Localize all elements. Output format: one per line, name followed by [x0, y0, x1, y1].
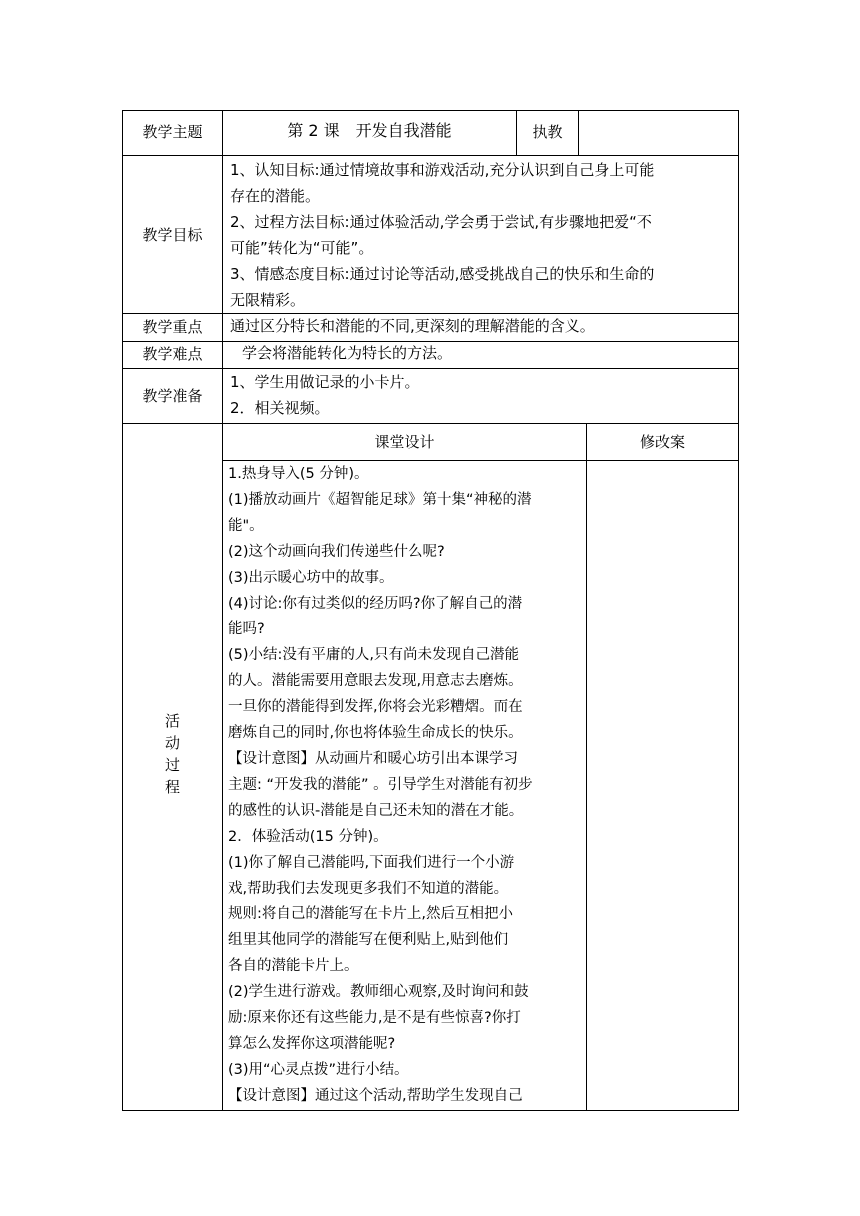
process-label-char: 过: [164, 756, 180, 774]
difficulty-text: 学会将潜能转化为特长的方法。: [242, 344, 453, 362]
objective-line: 无限精彩。: [230, 290, 306, 309]
topic-label: 教学主题: [142, 123, 203, 141]
design-line: (3)用“心灵点拨”进行小结。: [228, 1061, 409, 1078]
process-label-char: 活: [164, 712, 180, 730]
design-line: 励:原来你还有这些能力,是不是有些惊喜?你打: [228, 1010, 521, 1027]
teacher-label: 执教: [532, 123, 563, 141]
design-line: 2．体验活动(15 分钟)。: [228, 828, 388, 845]
objective-line: 存在的潜能。: [230, 186, 321, 205]
design-line: 主题: “开发我的潜能” 。引导学生对潜能有初步: [228, 776, 533, 793]
revision-column-header: 修改案: [639, 433, 685, 451]
design-line: 1.热身导入(5 分钟)。: [228, 466, 369, 482]
process-label-char: 动: [164, 734, 180, 752]
preparation-line: 1、学生用做记录的小卡片。: [230, 373, 420, 391]
design-content: [228, 462, 586, 1110]
objective-line: 1、认知目标:通过情境故事和游戏活动,充分认识到自己身上可能: [230, 161, 655, 179]
difficulty-label: 教学难点: [142, 345, 203, 363]
key-point-text: 通过区分特长和潜能的不同,更深刻的理解潜能的含义。: [230, 317, 595, 335]
design-column-header: 课堂设计: [374, 433, 435, 451]
preparation-line: 2．相关视频。: [230, 398, 330, 417]
design-line: 的人。潜能需要用意眼去发现,用意志去磨炼。: [228, 673, 523, 690]
design-line: 能"。: [228, 517, 264, 534]
design-line: (2)学生进行游戏。教师细心观察,及时询问和鼓: [228, 984, 529, 1001]
design-line: (5)小结:没有平庸的人,只有尚未发现自己潜能: [228, 647, 520, 664]
design-line: (1)播放动画片《超智能足球》第十集“神秘的潜: [228, 491, 532, 508]
design-line: 【设计意图】从动画片和暖心坊引出本课学习: [228, 750, 518, 767]
design-line: 组里其他同学的潜能写在便利贴上,贴到他们: [228, 932, 509, 949]
design-line: (4)讨论:你有过类似的经历吗?你了解自己的潜: [228, 595, 523, 612]
design-line: (2)这个动画向我们传递些什么呢?: [228, 543, 445, 560]
design-line: (3)出示暖心坊中的故事。: [228, 569, 394, 586]
process-label: [123, 710, 222, 798]
preparation-text: [230, 370, 735, 422]
objective-line: 可能”转化为“可能”。: [230, 238, 374, 257]
key-point-label: 教学重点: [142, 318, 203, 336]
design-line: 一旦你的潜能得到发挥,你将会光彩糟熠。而在: [228, 699, 523, 716]
design-line: 磨炼自己的同时,你也将体验生命成长的快乐。: [228, 725, 523, 742]
lesson-title: 第 2 课 开发自我潜能: [287, 121, 452, 140]
design-line: 的感性的认识-潜能是自己还未知的潜在才能。: [228, 802, 524, 819]
design-line: 各自的潜能卡片上。: [228, 958, 359, 975]
objectives-label: 教学目标: [142, 226, 203, 244]
design-line: 能吗?: [228, 621, 265, 638]
design-line: 规则:将自己的潜能写在卡片上,然后互相把小: [228, 906, 513, 923]
objective-line: 2、过程方法目标:通过体验活动,学会勇于尝试,有步骤地把爱“不: [230, 212, 652, 231]
design-line: 【设计意图】通过这个活动,帮助学生发现自己: [228, 1087, 523, 1104]
design-line: 算怎么发挥你这项潜能呢?: [228, 1035, 396, 1052]
objectives-text: [230, 158, 735, 313]
preparation-label: 教学准备: [142, 387, 203, 405]
process-label-char: 程: [164, 778, 180, 796]
design-line: 戏,帮助我们去发现更多我们不知道的潜能。: [228, 880, 509, 897]
objective-line: 3、情感态度目标:通过讨论等活动,感受挑战自己的快乐和生命的: [230, 264, 655, 283]
design-line: (1)你了解自己潜能吗,下面我们进行一个小游: [228, 854, 515, 871]
